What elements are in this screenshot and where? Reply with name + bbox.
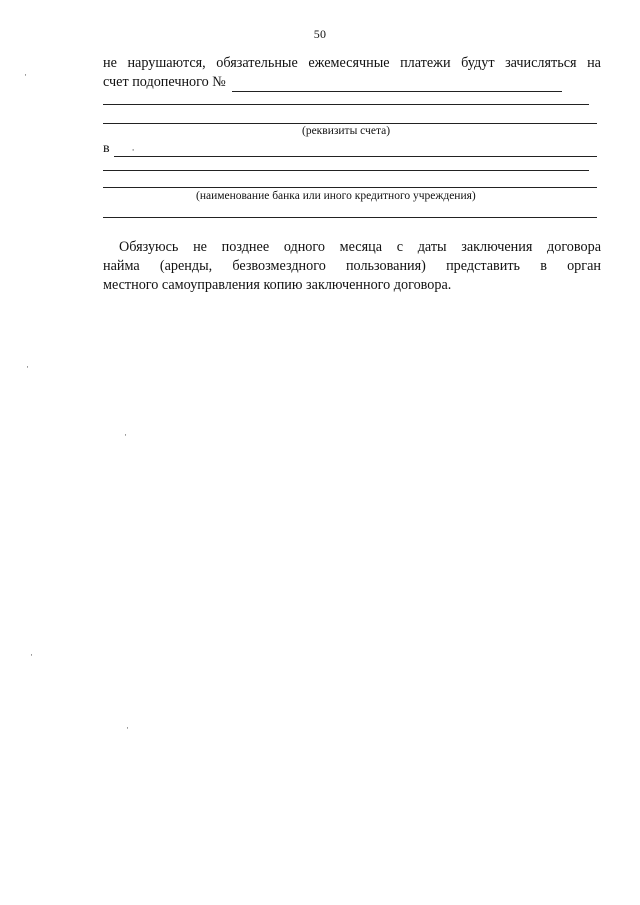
- word: даты: [417, 239, 447, 255]
- word: найма: [103, 258, 140, 274]
- account-number-blank: [232, 76, 562, 92]
- paragraph-obligation-line-3: местного самоуправления копию заключенного договора.: [103, 277, 452, 293]
- word: обязательные: [216, 55, 298, 71]
- word: ежемесячные: [308, 55, 390, 71]
- word: пользования): [345, 258, 426, 274]
- word: одного: [283, 239, 325, 255]
- scan-speck: ·: [30, 650, 33, 660]
- paragraph-payments-line-1: [103, 54, 601, 73]
- bank-name-line-3: [103, 187, 597, 188]
- account-number-label: счет подопечного №: [103, 74, 226, 90]
- word: представить: [446, 258, 521, 274]
- bank-name-caption: (наименование банка или иного кредитного учреждения): [196, 190, 476, 202]
- paragraph-obligation-line-2: [103, 257, 601, 276]
- word: договора: [547, 239, 601, 255]
- page-number: 50: [313, 27, 327, 41]
- word: в: [540, 258, 547, 274]
- word: месяца: [339, 239, 382, 255]
- word: не: [193, 239, 207, 255]
- bank-name-line-1: [103, 141, 597, 157]
- paragraph-obligation: [103, 238, 601, 295]
- bank-prefix: в: [103, 141, 110, 156]
- account-details-line-2: [103, 123, 597, 124]
- word: с: [396, 239, 403, 255]
- paragraph-payments-line-2: [103, 73, 601, 92]
- word: безвозмездного: [232, 258, 326, 274]
- word: заключения: [461, 239, 533, 255]
- paragraph-obligation-line-1: [103, 238, 601, 257]
- word: орган: [567, 258, 601, 274]
- scan-speck: ·: [124, 430, 127, 440]
- word: позднее: [221, 239, 270, 255]
- paragraph-payments: [103, 54, 601, 92]
- word: на: [587, 55, 601, 71]
- scan-speck: ·: [24, 70, 27, 80]
- word: не: [103, 55, 117, 71]
- word: платежи: [400, 55, 451, 71]
- bank-name-line-4: [103, 217, 597, 218]
- word: зачисляться: [505, 55, 577, 71]
- scan-speck: ·: [126, 723, 129, 733]
- word: будут: [461, 55, 495, 71]
- account-details-caption: (реквизиты счета): [302, 125, 391, 137]
- word: (аренды,: [159, 258, 213, 274]
- scan-speck: ·: [26, 362, 29, 372]
- bank-name-line-2: [103, 170, 589, 171]
- word: Обязуюсь: [119, 239, 179, 255]
- word: нарушаются,: [127, 55, 206, 71]
- stray-dot: ·: [131, 145, 135, 155]
- bank-name-blank: [114, 143, 597, 157]
- account-details-line-1: [103, 104, 589, 105]
